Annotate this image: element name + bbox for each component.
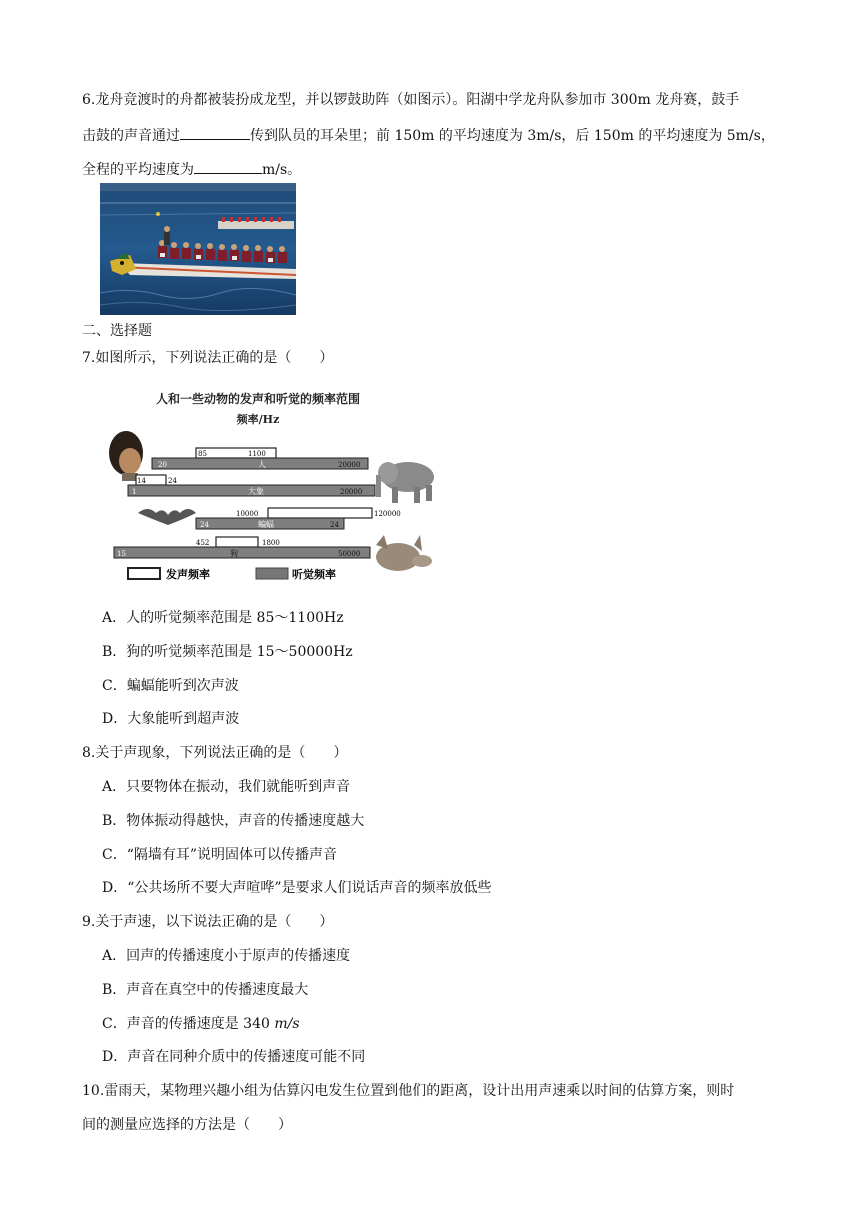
section-title: 二、选择题 bbox=[82, 323, 152, 339]
label-human-name: 人 bbox=[258, 460, 266, 469]
q7-option-d[interactable]: D．大象能听到超声波 bbox=[102, 711, 240, 727]
legend-hear-swatch bbox=[256, 568, 288, 579]
q8-option-d[interactable]: D．“公共场所不要大声喧哗”是要求人们说话声音的频率放低些 bbox=[102, 880, 492, 896]
q6-line3 bbox=[82, 159, 301, 180]
label-bat-emit-low: 10000 bbox=[236, 510, 259, 518]
label-elephant-hear-high: 20000 bbox=[340, 488, 363, 496]
label-human-hear-low: 20 bbox=[158, 461, 167, 469]
answer-blank-2[interactable] bbox=[194, 159, 262, 174]
q8-option-b[interactable]: B．物体振动得越快，声音的传播速度越大 bbox=[102, 813, 365, 829]
bar-dog-emit bbox=[216, 537, 258, 547]
label-dog-name: 狗 bbox=[230, 549, 238, 558]
q10-line2: 间的测量应选择的方法是（ ） bbox=[82, 1117, 292, 1133]
q8-option-a[interactable]: A．只要物体在振动，我们就能听到声音 bbox=[102, 779, 351, 795]
label-human-hear-high: 20000 bbox=[338, 461, 361, 469]
q8-option-c[interactable]: C．“隔墙有耳”说明固体可以传播声音 bbox=[102, 847, 338, 863]
label-dog-emit-high: 1800 bbox=[262, 539, 280, 547]
legend-emit-swatch bbox=[128, 568, 160, 579]
label-dog-emit-low: 452 bbox=[196, 539, 210, 547]
q9-option-c-unit: m/s bbox=[274, 1016, 300, 1032]
q6-line2-part2: 传到队员的耳朵里；前 150m 的平均速度为 3m/s，后 150m 的平均速度为 5m/s， bbox=[250, 128, 775, 144]
q9-option-b[interactable]: B．声音在真空中的传播速度最大 bbox=[102, 982, 309, 998]
legend-hear-label: 听觉频率 bbox=[292, 568, 336, 581]
q10-line1: 10.雷雨天，某物理兴趣小组为估算闪电发生位置到他们的距离，设计出用声速乘以时间的估算方案，则时 bbox=[82, 1083, 735, 1099]
dog-icon bbox=[376, 535, 432, 571]
q9-stem: 9.关于声速，以下说法正确的是（ ） bbox=[82, 914, 334, 930]
q9-option-d[interactable]: D．声音在同种介质中的传播速度可能不同 bbox=[102, 1049, 366, 1065]
label-elephant-emit-low: 14 bbox=[137, 477, 146, 485]
label-human-emit-high: 1100 bbox=[248, 450, 266, 458]
label-bat-emit-high: 120000 bbox=[374, 510, 401, 518]
dragon-boat-photo bbox=[100, 183, 296, 315]
legend-emit-label: 发声频率 bbox=[166, 568, 210, 581]
label-elephant-hear-low: 1 bbox=[132, 488, 137, 496]
label-bat-hear-low: 24 bbox=[200, 521, 209, 529]
answer-blank-1[interactable] bbox=[180, 125, 250, 140]
q9-option-c[interactable] bbox=[102, 1014, 300, 1034]
q9-option-c-value: 340 bbox=[243, 1016, 270, 1032]
q6-line3-part1: 全程的平均速度为 bbox=[82, 162, 194, 178]
q6-line3-part2: m/s。 bbox=[262, 162, 302, 178]
label-human-emit-low: 85 bbox=[198, 450, 207, 458]
bat-icon bbox=[138, 509, 196, 525]
figure-subtitle: 频率/Hz bbox=[236, 413, 280, 426]
label-bat-hear-high: 24 bbox=[330, 521, 339, 529]
q9-option-c-text: C．声音的传播速度是 bbox=[102, 1016, 239, 1032]
q6-line2-part1: 击鼓的声音通过 bbox=[82, 128, 180, 144]
elephant-icon bbox=[376, 462, 434, 503]
bar-dog-hear bbox=[114, 547, 370, 558]
q8-stem: 8.关于声现象，下列说法正确的是（ ） bbox=[82, 745, 348, 761]
q6-line1: 6.龙舟竞渡时的舟都被装扮成龙型，并以锣鼓助阵（如图示）。阳湖中学龙舟队参加市 300m 龙舟赛，鼓手 bbox=[82, 92, 740, 108]
frequency-range-figure bbox=[108, 385, 448, 585]
label-dog-hear-low: 15 bbox=[117, 550, 126, 558]
q6-line2 bbox=[82, 125, 775, 146]
person-icon bbox=[109, 431, 143, 481]
label-elephant-name: 大象 bbox=[248, 487, 264, 496]
label-dog-hear-high: 50000 bbox=[338, 550, 361, 558]
label-bat-name: 蝙蝠 bbox=[258, 520, 274, 529]
label-elephant-emit-high: 24 bbox=[168, 477, 177, 485]
figure-title: 人和一些动物的发声和听觉的频率范围 bbox=[155, 392, 361, 406]
q7-option-c[interactable]: C．蝙蝠能听到次声波 bbox=[102, 678, 239, 694]
q7-option-b[interactable]: B．狗的听觉频率范围是 15～50000Hz bbox=[102, 644, 353, 660]
q7-stem: 7.如图所示，下列说法正确的是（ ） bbox=[82, 350, 334, 366]
bar-bat-emit bbox=[268, 508, 372, 518]
q9-option-a[interactable]: A．回声的传播速度小于原声的传播速度 bbox=[102, 948, 351, 964]
q7-option-a[interactable]: A．人的听觉频率范围是 85～1100Hz bbox=[102, 610, 344, 626]
